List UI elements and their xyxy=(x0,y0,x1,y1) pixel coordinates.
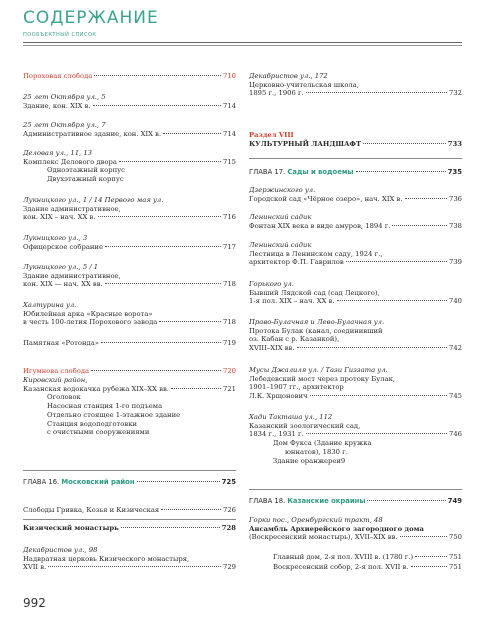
toc-entry[interactable]: Ленинский садик Лестница в Ленинском саду, 1924 г., архитектор Ф.П. Гаврилов 739 xyxy=(249,241,462,267)
toc-chapter-17[interactable]: ГЛАВА 17. Сады и водоемы 735 xyxy=(249,168,462,176)
toc-entry[interactable]: Мусы Джалиля ул. / Тази Гиззата ул. Лебедевский мост через протоку Булак, 1901–1907 гг., архитектор Л.К. Хрщонович 745 xyxy=(249,366,462,401)
toc-entry[interactable]: 25 лет Октября ул., 7 Административное здание, кон. XIX в. 714 xyxy=(23,121,236,138)
section-divider xyxy=(23,470,236,471)
toc-subentry: Здание оранжереи9 xyxy=(273,456,346,465)
toc-entry[interactable]: Халтурина ул. Юбилейная арка «Красные ворота» в честь 100-летия Порохового завода 718 xyxy=(23,301,236,327)
street-address: 25 лет Октября ул., 7 xyxy=(23,121,106,129)
toc-entry[interactable]: Декабристов ул., 98 Надвратная церковь Кизического монастыря, XVII в. 729 xyxy=(23,546,236,572)
street-address: Кировский район, xyxy=(23,376,88,384)
toc-entry[interactable]: Ленинский садик Фонтан XIX века в виде амуров, 1894 г. 738 xyxy=(249,213,462,230)
toc-subentry: Оголовок xyxy=(47,393,81,402)
street-address: Деловая ул., 11, 13 xyxy=(23,149,93,157)
toc-entry[interactable]: Лукницкого ул., 5 / 1 Здание административное, кон. XIX — нач. XX вв. 718 xyxy=(23,263,236,289)
toc-entry[interactable]: Кировский район, Казанская водокачка рубежа XIX–XX вв. 721 Оголовок Насосная станция 1-го подъема Отдельно стоящее 1-этажное здание Станция водоподготовки с очистными сооружениями xyxy=(23,376,236,437)
toc-entry[interactable]: Право-Булачная и Лево-Булачная ул. Протока Булак (канал, соединивший оз. Кабан с р. Казанкой), XVIII–XIX вв. 742 xyxy=(249,318,462,353)
toc-right-column xyxy=(249,0,462,640)
toc-subentry[interactable]: Главный дом, 2-я пол. XVIII в. (1780 г.) 751 xyxy=(273,553,462,561)
toc-subentry: Отдельно стоящее 1-этажное здание xyxy=(47,410,181,419)
street-address: Лукницкого ул., 1 / 14 Первого мая ул. xyxy=(23,196,164,204)
street-address: Халтурина ул. xyxy=(23,301,77,309)
toc-subentry: Двухэтажный корпус xyxy=(47,175,124,184)
toc-entry[interactable]: Памятная «Ротонда» 719 xyxy=(23,339,236,347)
toc-entry[interactable]: Лукницкого ул., 3 Офицерское собрание 717 xyxy=(23,234,236,251)
street-address: 25 лет Октября ул., 5 xyxy=(23,93,106,101)
toc-subentry: Дом Фукса (Здание кружка xyxy=(273,439,372,448)
toc-entry[interactable]: Слободы Гривка, Козья и Кизическая 726 xyxy=(23,506,236,514)
page-title: СОДЕРЖАНИЕ xyxy=(23,8,159,28)
toc-entry[interactable]: Дзержинского ул. Городской сад «Чёрное озеро», нач. XIX в. 736 xyxy=(249,186,462,203)
street-address: Ленинский садик xyxy=(249,213,312,221)
street-address: Декабристов ул., 172 xyxy=(249,72,328,80)
toc-subentry: с очистными сооружениями xyxy=(47,428,150,437)
section-divider xyxy=(249,489,462,490)
street-address: Хади Такташа ул., 112 xyxy=(249,413,333,421)
toc-subentry: юннатов), 1830 г. xyxy=(285,447,348,456)
toc-entry[interactable]: Горки пос., Оренбургский тракт, 48 Ансамбль Архиерейского загородного дома (Воскресенский монастырь), XVII–XIX вв. 750 xyxy=(249,516,462,542)
toc-subentry[interactable]: Воскресенский собор, 2-я пол. XVII в. 751 xyxy=(273,563,462,571)
page-subtitle: ПООБЪЕКТНЫЙ СПИСОК xyxy=(23,32,97,38)
toc-chapter-18[interactable]: ГЛАВА 18. Казанские окраины 749 xyxy=(249,497,462,505)
street-address: Горького ул. xyxy=(249,280,294,288)
toc-section-8[interactable]: Раздел VIII КУЛЬТУРНЫЙ ЛАНДШАФТ 733 xyxy=(249,131,462,148)
street-address: Право-Булачная и Лево-Булачная ул. xyxy=(249,318,385,326)
section-divider xyxy=(23,519,236,520)
street-address: Мусы Джалиля ул. / Тази Гиззата ул. xyxy=(249,366,388,374)
toc-chapter-16[interactable]: ГЛАВА 16. Московский район 725 xyxy=(23,478,236,486)
street-address: Лукницкого ул., 3 xyxy=(23,234,88,242)
street-address: Лукницкого ул., 5 / 1 xyxy=(23,263,99,271)
street-address: Декабристов ул., 98 xyxy=(23,546,98,554)
toc-entry-porokhovaya[interactable]: Пороховая слобода 710 xyxy=(23,72,236,80)
toc-entry[interactable]: Хади Такташа ул., 112 Казанский зоологический сад, 1834 г., 1931 г. 746 Дом Фукса (Здание кружка юннатов), 1830 г. Здание оранжереи9 xyxy=(249,413,462,465)
toc-entry-kizichesky[interactable]: Кизический монастырь 728 xyxy=(23,524,236,532)
page-number: 992 xyxy=(23,596,46,610)
toc-entry[interactable]: Горького ул. Бывший Лядской сад (сад Лецкого), 1-я пол. XIX – нач. XX в. 740 xyxy=(249,280,462,306)
toc-entry[interactable]: Лукницкого ул., 1 / 14 Первого мая ул. Здание административное, кон. XIX – нач. XX в. 716 xyxy=(23,196,236,222)
toc-subentry: Одноэтажный корпус xyxy=(47,166,125,175)
toc-entry[interactable]: 25 лет Октября ул., 5 Здание, кон. XIX в. 714 xyxy=(23,93,236,110)
toc-subentry: Станция водоподготовки xyxy=(47,419,138,428)
section-label: Раздел VIII xyxy=(249,131,294,139)
toc-entry[interactable]: Декабристов ул., 172 Церковно-учительская школа, 1895 г., 1906 г. 732 xyxy=(249,72,462,98)
toc-subentry: Насосная станция 1-го подъема xyxy=(47,402,163,411)
toc-left-column xyxy=(23,0,236,640)
street-address: Ленинский садик xyxy=(249,241,312,249)
street-address: Дзержинского ул. xyxy=(249,186,316,194)
street-address: Горки пос., Оренбургский тракт, 48 xyxy=(249,516,383,524)
toc-entry-igumnova[interactable]: Игумнова слобода 720 xyxy=(23,367,236,375)
section-divider xyxy=(249,158,462,159)
toc-entry[interactable]: Деловая ул., 11, 13 Комплекс Делового двора 715 Одноэтажный корпус Двухэтажный корпус xyxy=(23,149,236,184)
